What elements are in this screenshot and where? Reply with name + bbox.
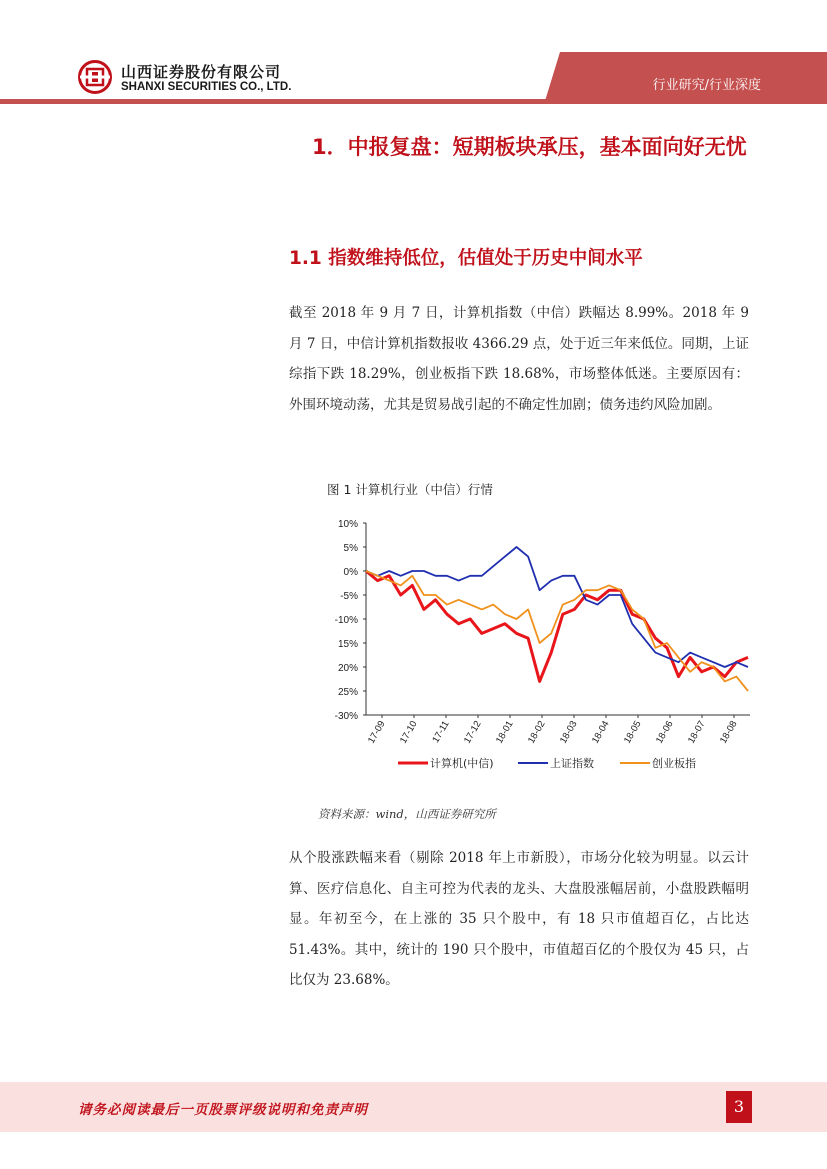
- x-tick-label: 18-08: [717, 719, 740, 746]
- y-tick-label: 10%: [337, 519, 358, 530]
- body-paragraph: 从个股涨跌幅来看（剔除 2018 年上市新股），市场分化较为明显。以云计算、医疗信息化、自主可控为代表的龙头、大盘股涨幅居前，小盘股跌幅明显。年初至今，在上涨的 35 只个股中，有 18 只市值超百亿，占比达 51.43%。其中，统计的 190 只个股中，市值超百亿的个股仅为 45 只，占比仅为 23.68%。: [289, 850, 749, 988]
- logo-icon: [78, 60, 112, 94]
- page-header: [0, 0, 827, 110]
- company-name-en: SHANXI SECURITIES CO., LTD.: [121, 81, 292, 93]
- company-name-cn: 山西证券股份有限公司: [121, 63, 282, 81]
- legend-label: 创业板指: [652, 757, 696, 770]
- y-tick-label: 25%: [337, 687, 358, 698]
- header-band: [0, 0, 827, 110]
- legend-label: 计算机(中信): [430, 757, 494, 770]
- body-paragraph: 截至 2018 年 9 月 7 日，计算机指数（中信）跌幅达 8.99%。2018 年 9 月 7 日，中信计算机指数报收 4366.29 点，处于近三年来低位。同期，上证综指下跌 18.29%，创业板指下跌 18.68%，市场整体低迷。主要原因有：外围环境动荡，尤其是贸易战引起的不确定性加剧；债务违约风险加剧。: [289, 305, 749, 413]
- x-tick-label: 17-11: [430, 719, 452, 745]
- y-tick-label: 0%: [343, 567, 358, 578]
- x-tick-label: 18-01: [493, 719, 516, 746]
- y-tick-label: -5%: [340, 591, 358, 602]
- x-tick-label: 17-10: [397, 719, 420, 746]
- x-tick-label: 18-05: [621, 719, 644, 746]
- y-tick-label: 5%: [343, 543, 358, 554]
- y-tick-label: 15%: [337, 639, 358, 650]
- series-line: [366, 571, 748, 681]
- figure-source: 资料来源：wind，山西证券研究所: [318, 807, 496, 821]
- x-tick-label: 18-07: [685, 719, 708, 746]
- figure-caption: 图 1 计算机行业（中信）行情: [327, 482, 493, 497]
- section-heading: 1．中报复盘：短期板块承压，基本面向好无忧: [312, 135, 747, 159]
- x-tick-label: 18-04: [589, 719, 612, 746]
- subsection-heading: 1.1 指数维持低位，估值处于历史中间水平: [289, 248, 643, 269]
- line-chart: [300, 505, 760, 785]
- report-category: 行业研究/行业深度: [652, 78, 761, 93]
- x-tick-label: 17-12: [461, 719, 484, 746]
- x-tick-label: 18-02: [525, 719, 548, 746]
- legend-label: 上证指数: [550, 757, 594, 770]
- x-tick-label: 18-06: [653, 719, 676, 746]
- page-number: 3: [726, 1091, 752, 1123]
- x-tick-label: 17-09: [365, 719, 388, 746]
- y-tick-label: -10%: [334, 615, 358, 626]
- y-tick-label: -30%: [334, 711, 358, 722]
- footer-disclaimer[interactable]: 请务必阅读最后一页股票评级说明和免责声明: [78, 1102, 368, 1118]
- x-tick-label: 18-03: [557, 719, 580, 746]
- y-tick-label: 20%: [337, 663, 358, 674]
